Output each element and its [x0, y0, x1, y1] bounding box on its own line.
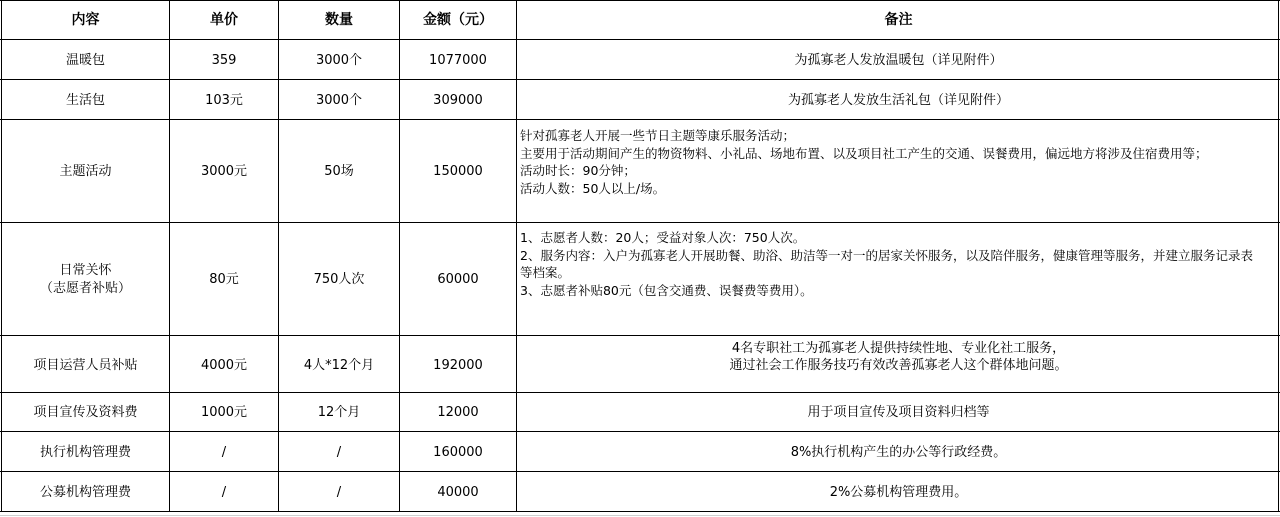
cell-price: 1000元 [200, 405, 248, 420]
cell-note: 4名专职社工为孤寡老人提供持续性地、专业化社工服务， 通过社会工作服务技巧有效改善孤寡老人这个群体地问题。 [729, 341, 1068, 373]
cell-amount: 160000 [433, 444, 483, 460]
row-border [0, 119, 1280, 120]
cell-quantity: / [336, 484, 342, 500]
cell-amount: 60000 [437, 272, 479, 287]
cell-content: 公募机构管理费 [39, 484, 131, 500]
header-price: 单价 [210, 11, 238, 28]
cell-content: 项目运营人员补贴 [33, 357, 138, 373]
cell-content: 生活包 [65, 92, 105, 108]
cell-price: 103元 [205, 92, 243, 108]
cell-amount: 192000 [433, 357, 483, 373]
cell-note: 为孤寡老人发放温暖包（详见附件） [794, 52, 1003, 68]
column-border [169, 0, 170, 512]
cell-price: 359 [211, 52, 237, 68]
cell-price: 3000元 [200, 164, 248, 179]
header-content: 内容 [71, 11, 100, 28]
header-amount: 金额（元） [423, 11, 493, 28]
cell-content: 执行机构管理费 [39, 444, 131, 460]
cell-quantity: 12个月 [317, 405, 361, 420]
cell-price: / [221, 444, 227, 460]
row-border [0, 39, 1280, 40]
column-border [278, 0, 279, 512]
row-border [0, 79, 1280, 80]
column-border [1278, 0, 1279, 512]
cell-note: 8%执行机构产生的办公等行政经费。 [790, 444, 1007, 460]
cell-note: 为孤寡老人发放生活礼包（详见附件） [787, 92, 1009, 108]
cell-quantity: / [336, 444, 342, 460]
cell-quantity: 50场 [324, 164, 354, 179]
cell-content: 温暖包 [65, 52, 105, 68]
column-border [399, 0, 400, 512]
cell-quantity: 4人*12个月 [303, 357, 375, 373]
row-border [0, 392, 1280, 393]
cell-quantity: 3000个 [315, 92, 363, 108]
cell-amount: 40000 [437, 484, 479, 500]
cell-note: 1、志愿者人数：20人；受益对象人次：750人次。 2、服务内容：入户为孤寡老人开展助餐、助浴、助洁等一对一的居家关怀服务，以及陪伴服务，健康管理等服务，并建立服务记录表等档案。 3、志愿者补贴80元（包含交通费、误餐费等费用）。 [520, 230, 1253, 298]
cell-note: 用于项目宣传及项目资料归档等 [807, 405, 990, 420]
header-note: 备注 [884, 11, 913, 28]
cell-quantity: 3000个 [315, 52, 363, 68]
row-border [0, 0, 1280, 1]
column-border [516, 0, 517, 512]
row-border [0, 431, 1280, 432]
cell-content: 主题活动 [59, 164, 112, 179]
column-border [1, 0, 2, 512]
cell-price: 80元 [209, 272, 239, 287]
cell-quantity: 750人次 [313, 272, 365, 287]
cell-content: 项目宣传及资料费 [33, 405, 138, 420]
cell-price: 4000元 [200, 357, 248, 373]
row-border [0, 222, 1280, 223]
cell-note: 针对孤寡老人开展一些节日主题等康乐服务活动； 主要用于活动期间产生的物资物料、小礼品、场地布置、以及项目社工产生的交通、误餐费用，偏远地方将涉及住宿费用等； 活动时长：90分钟； 活动人数：50人以上/场。 [520, 128, 1208, 196]
cell-note: 2%公募机构管理费用。 [829, 484, 968, 500]
gridline [0, 515, 1280, 516]
cell-amount: 309000 [433, 92, 483, 108]
row-border [0, 511, 1280, 512]
header-quantity: 数量 [325, 11, 353, 28]
cell-amount: 1077000 [429, 52, 487, 68]
cell-price: / [221, 484, 227, 500]
cell-content: 日常关怀 （志愿者补贴） [39, 262, 131, 296]
cell-amount: 12000 [437, 405, 479, 420]
cell-amount: 150000 [433, 164, 483, 179]
row-border [0, 471, 1280, 472]
row-border [0, 335, 1280, 336]
